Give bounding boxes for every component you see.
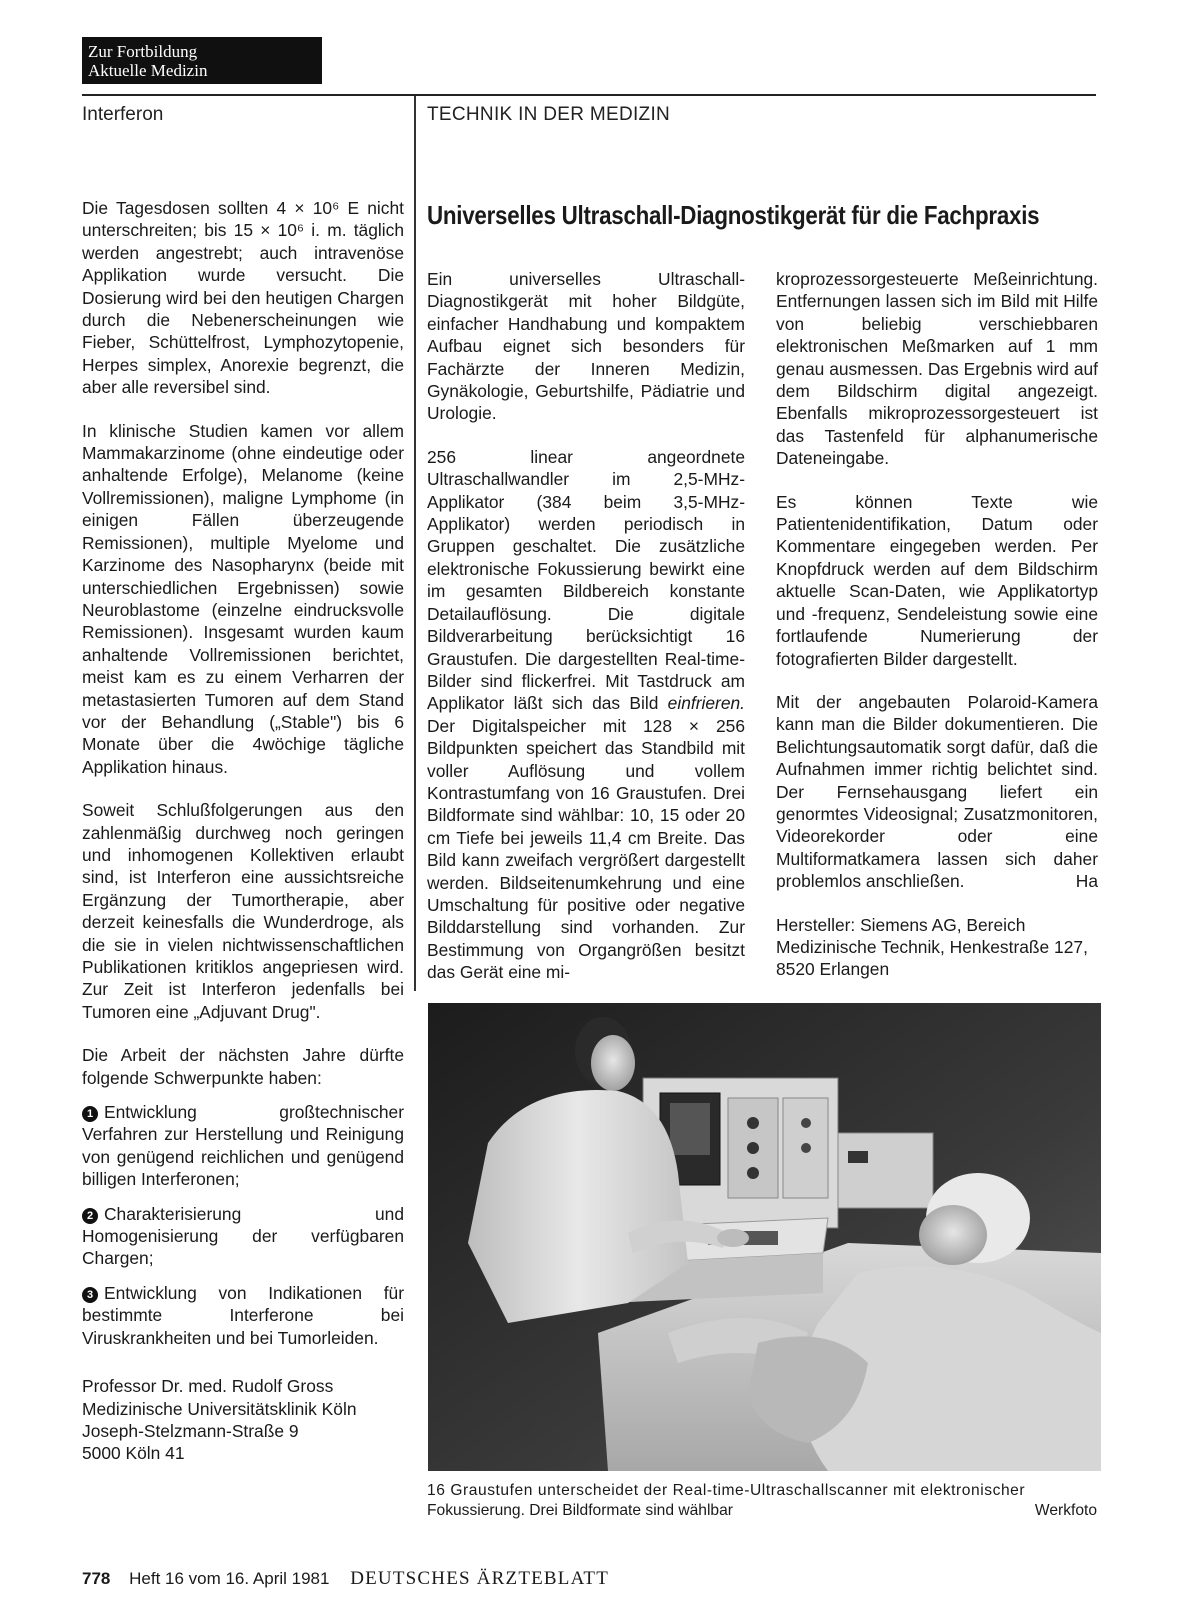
left-section-label: Interferon <box>82 104 164 125</box>
list-item-2 <box>82 1203 404 1270</box>
caption-line-1: 16 Graustufen unterscheidet der Real-time-Ultraschallscanner mit elektronischer <box>427 1482 1026 1499</box>
photo-credit: Werkfoto <box>1034 1502 1097 1519</box>
number-badge-1: 1 <box>82 1106 98 1122</box>
number-badge-2: 2 <box>82 1208 98 1224</box>
author-signature <box>82 1375 404 1465</box>
photo-caption <box>427 1481 1097 1521</box>
list-item-1 <box>82 1101 404 1191</box>
list-item-3 <box>82 1282 404 1349</box>
left-paragraph-3: Soweit Schlußfolgerungen aus den zahlenmäßig durchweg noch geringen und inhomogenen Kollektiven erlaubt sind, ist Interferon eine aussichtsreiche Ergänzung der Tumortherapie, aber derzeit keinesfalls die Wunderdroge, als die sie in vielen nichtwissenschaftlichen Publikationen kritiklos angepriesen wird. Zur Zeit ist Interferon jedenfalls bei Tumoren eine „Adjuvant Drug". <box>82 800 404 1022</box>
right-paragraph-3-text: Mit der angebauten Polaroid-Kamera kann man die Bilder dokumentieren. Die Belichtungsautomatik sorgt dafür, daß die Aufnahmen immer richtig belichtet sind. Der Fernsehausgang liefert ein genormtes Videosignal; Zusatzmonitoren, Videorekorder oder eine Multiformatkamera lassen sich daher problemlos anschließen. <box>776 691 1098 892</box>
right-section-label: TECHNIK IN DER MEDIZIN <box>427 104 671 125</box>
middle-paragraph-1: Ein universelles Ultraschall-Diagnostikgerät mit hoher Bildgüte, einfacher Handhabung und kompaktem Aufbau eignet sich besonders für Fachärzte der Inneren Medizin, Gynäkologie, Geburtshilfe, Pädiatrie und Urologie. <box>427 269 745 424</box>
middle-paragraph-2-part-b: Der Digitalspeicher mit 128 × 256 Bildpunkten speichert das Standbild mit voller Auflösung und vollem Kontrastumfang von 16 Graustufen. Drei Bildformate sind wählbar: 10, 15 oder 20 cm Tiefe bei jeweils 11,4 cm Breite. Das Bild kann zweifach vergrößert dargestellt werden. Bildseitenumkehrung und eine Umschaltung für positive oder negative Bilddarstellung sind vorhanden. Zur Bestimmung von Organgrößen besitzt das Gerät eine mi- <box>427 715 745 983</box>
middle-paragraph-2-part-a: 256 linear angeordnete Ultraschallwandler im 2,5-MHz-Applikator (384 beim 3,5-MHz-Applikator) werden periodisch in Gruppen geschaltet. Die zusätzliche elektronische Fokussierung bewirkt eine im gesamten Bildbereich konstante Detailauflösung. Die digitale Bildverarbeitung berücksichtigt 16 Graustufen. Die dargestellten Real-time-Bilder sind flickerfrei. Mit Tastdruck am Applikator läßt sich das Bild <box>427 446 745 714</box>
signature-line-2: Medizinische Universitätsklinik Köln <box>82 1398 357 1419</box>
left-paragraph-1: Die Tagesdosen sollten 4 × 10⁶ E nicht unterschreiten; bis 15 × 10⁶ i. m. täglich werden angestrebt; auch intravenöse Applikation wurde versucht. Die Dosierung wird bei den heutigen Chargen durch die Nebenerscheinungen wie Fieber, Schüttelfrost, Lymphozytopenie, Herpes simplex, Anorexie begrenzt, die aber alle reversibel sind. <box>82 198 404 398</box>
middle-column <box>427 268 745 1005</box>
right-column <box>776 268 1098 1002</box>
number-badge-3: 3 <box>82 1287 98 1303</box>
signature-line-3: Joseph-Stelzmann-Straße 9 <box>82 1420 299 1441</box>
right-paragraph-2: Es können Texte wie Patientenidentifikation, Datum oder Kommentare eingegeben werden. Per Knopfdruck werden auf dem Bildschirm aktuelle Scan-Daten, wie Applikatortyp und -frequenz, Sendeleistung sowie eine fortlaufende Numerierung der fotografierten Bilder dargestellt. <box>776 491 1098 669</box>
caption-line-2-row <box>427 1501 1097 1521</box>
right-paragraph-3 <box>776 691 1098 893</box>
badge-line-1: Zur Fortbildung <box>88 42 198 61</box>
signature-line-1: Professor Dr. med. Rudolf Gross <box>82 1376 334 1397</box>
middle-paragraph-2-emphasis: einfrieren. <box>667 693 745 714</box>
issue-info: Heft 16 vom 16. April 1981 <box>129 1569 330 1588</box>
column-divider <box>414 96 416 991</box>
section-badge <box>82 37 322 84</box>
caption-line-2: Fokussierung. Drei Bildformate sind wählbar <box>427 1502 733 1519</box>
middle-paragraph-2 <box>427 446 745 984</box>
left-paragraph-2: In klinische Studien kamen vor allem Mammakarzinome (ohne eindeutige oder anhaltende Erfolge), Melanome (keine Vollremissionen), maligne Lymphome (in einigen Fällen überzeugende Remissionen), multiple Myelome und Karzinome des Nasopharynx (beide mit unterschiedlichen Ergebnissen) sowie Neuroblastome (einzelne eindrucksvolle Remissionen). Insgesamt wurden kaum anhaltende Vollremissionen berichtet, meist kam es zu einem Verharren der metastasierten Tumoren auf dem Stand vor der Behandlung („Stable") bis 6 Monate über die 4wöchige tägliche Applikation hinaus. <box>82 420 404 777</box>
list-item-1-text: Entwicklung großtechnischer Verfahren zur Herstellung und Reinigung von genügend reichlichen und genügend billigen Interferonen; <box>82 1102 404 1190</box>
article-headline: Universelles Ultraschall-Diagnostikgerät für die Fachpraxis <box>427 200 1040 230</box>
list-item-3-text: Entwicklung von Indikationen für bestimmte Interferone bei Viruskrankheiten und bei Tumorleiden. <box>82 1282 404 1348</box>
list-item-2-text: Charakterisierung und Homogenisierung der verfügbaren Chargen; <box>82 1203 404 1269</box>
left-column <box>82 197 404 1465</box>
journal-name: DEUTSCHES ÄRZTEBLATT <box>350 1568 610 1589</box>
right-paragraph-4: Hersteller: Siemens AG, Bereich Medizinische Technik, Henkestraße 127, 8520 Erlangen <box>776 914 1088 980</box>
badge-line-2: Aktuelle Medizin <box>88 61 208 80</box>
signature-line-4: 5000 Köln 41 <box>82 1443 185 1464</box>
page-number: 778 <box>82 1569 111 1588</box>
author-initials: Ha <box>1075 871 1098 892</box>
right-paragraph-1: kroprozessorgesteuerte Meßeinrichtung. Entfernungen lassen sich im Bild mit Hilfe von beliebig verschiebbaren elektronischen Meßmarken auf 1 mm genau ausmessen. Das Ergebnis wird auf dem Bildschirm digital angezeigt. Ebenfalls mikroprozessorgesteuert ist das Tastenfeld für alphanumerische Dateneingabe. <box>776 269 1098 469</box>
ultrasound-device-photo <box>428 1003 1101 1471</box>
top-rule <box>82 94 1096 96</box>
left-paragraph-4: Die Arbeit der nächsten Jahre dürfte folgende Schwerpunkte haben: <box>82 1045 404 1088</box>
page-footer <box>82 1568 609 1590</box>
